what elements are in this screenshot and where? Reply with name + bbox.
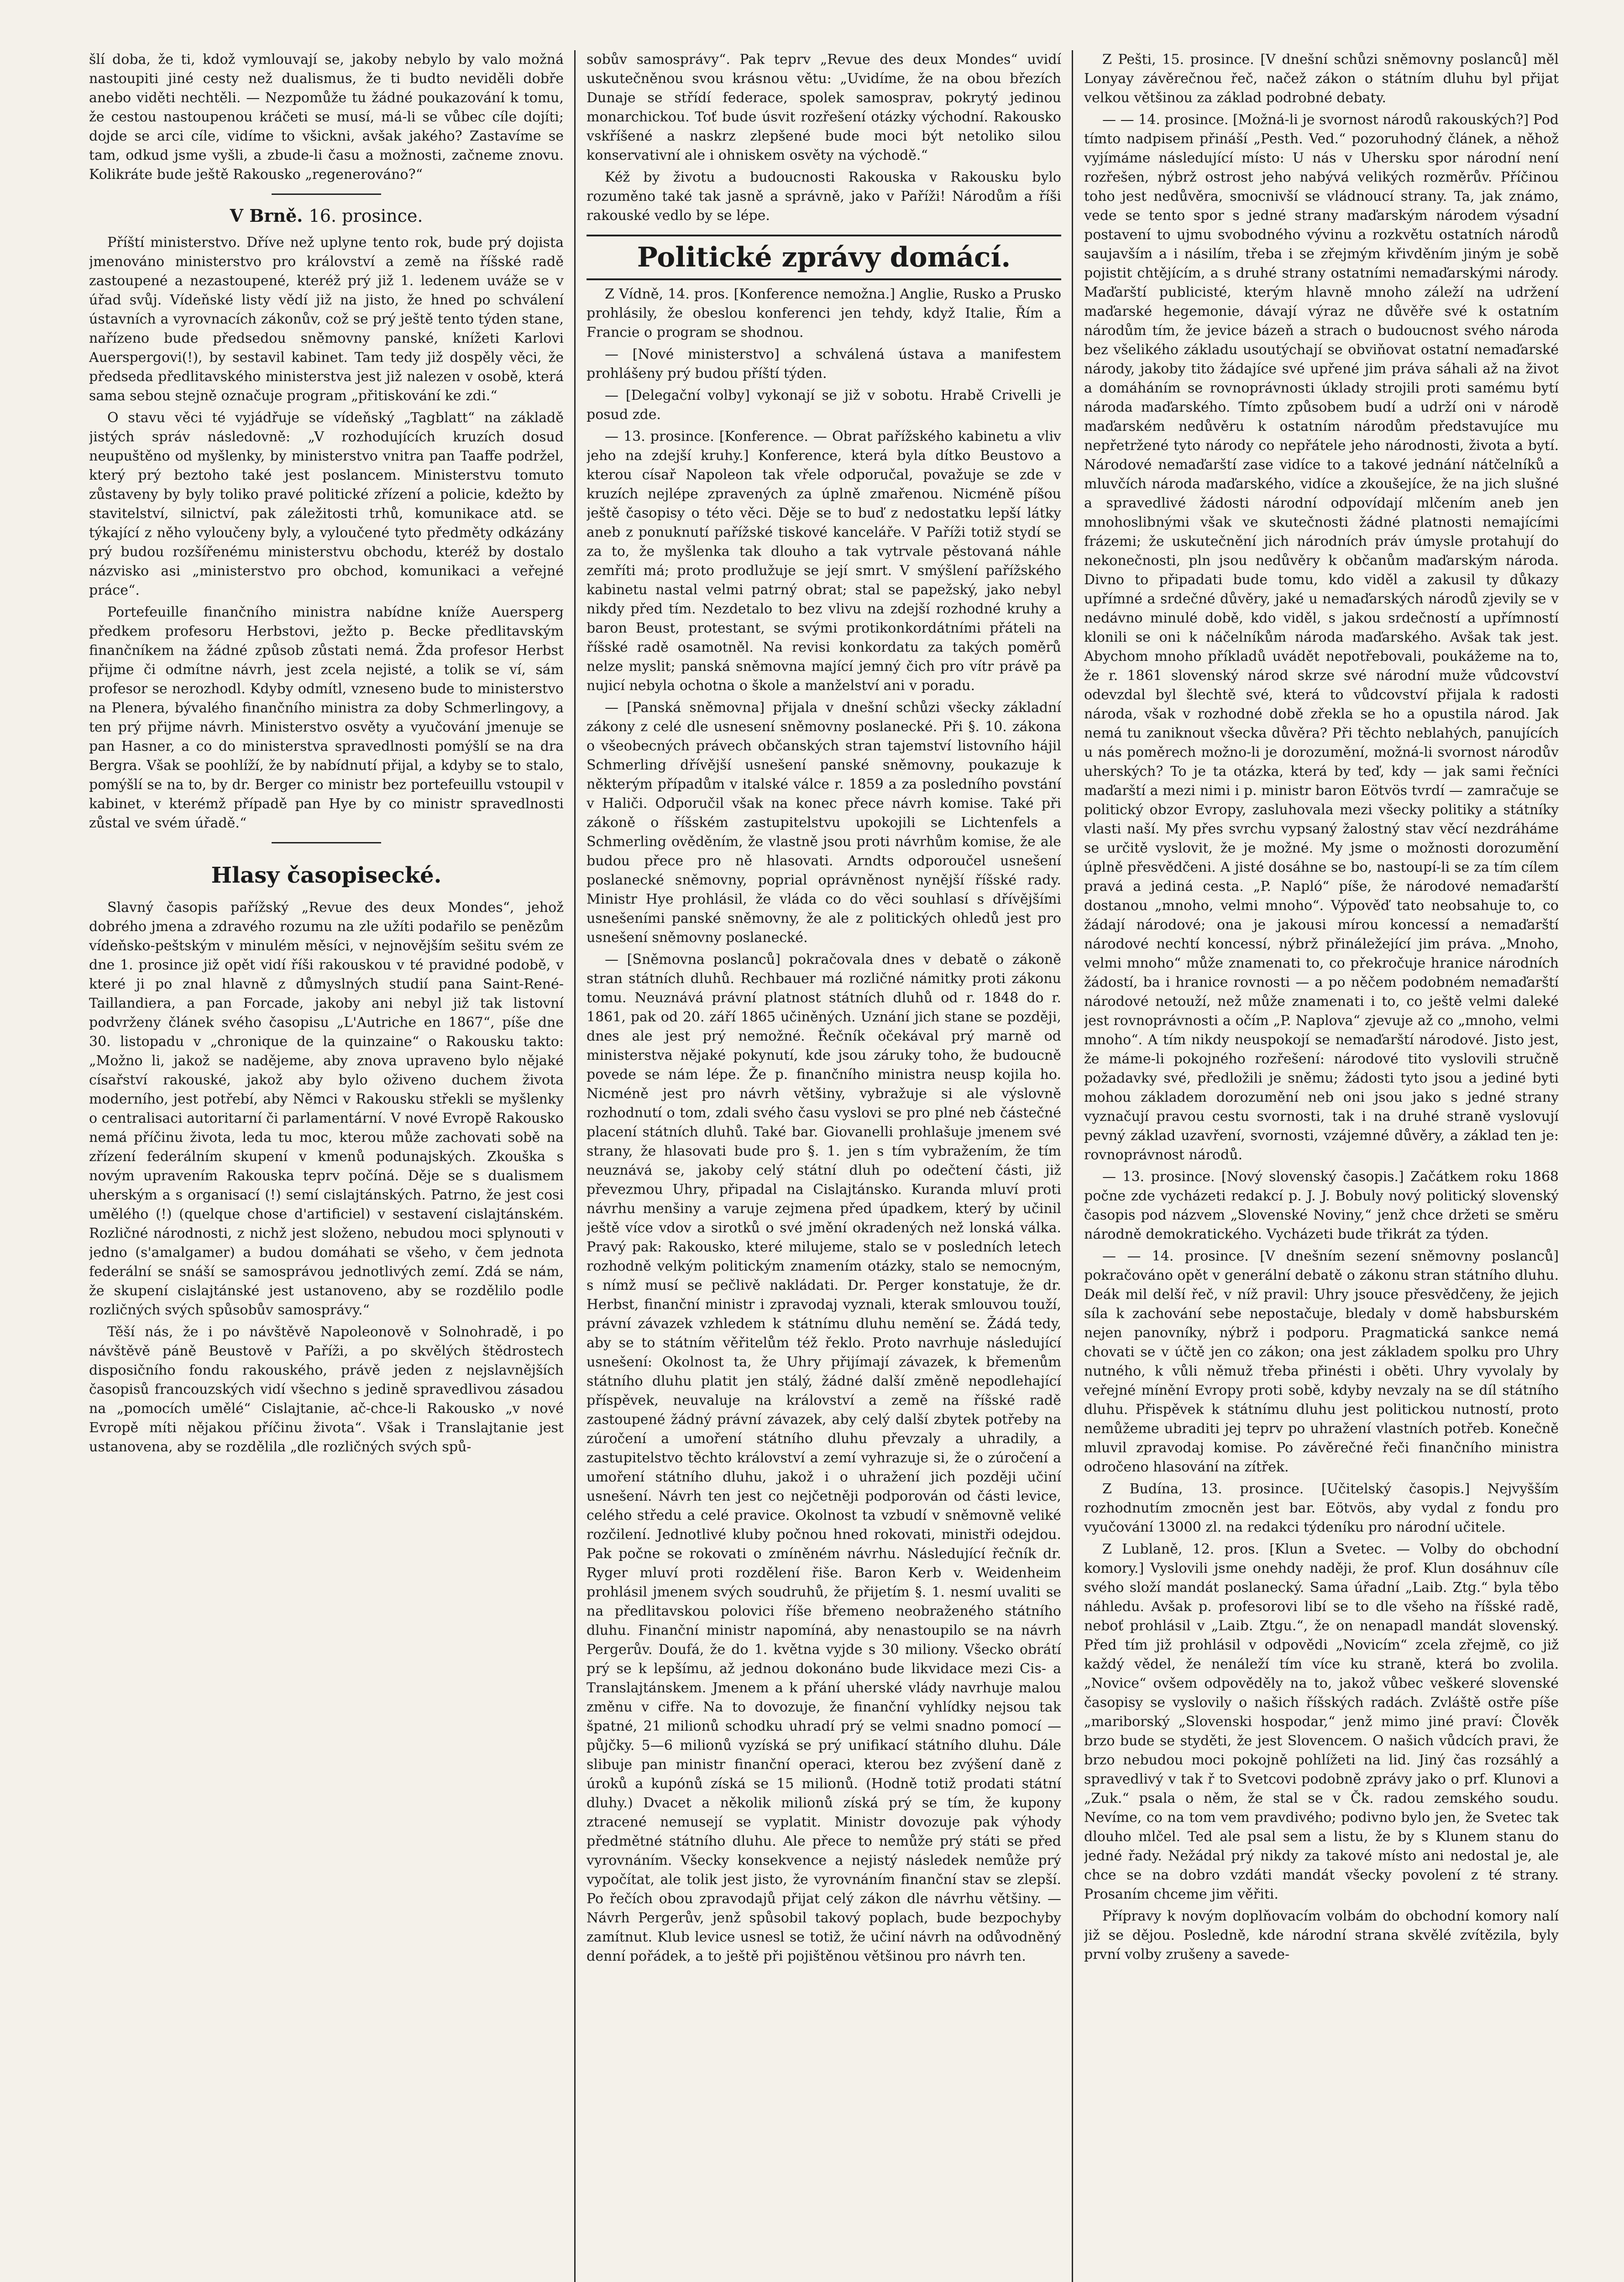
separator-rule bbox=[272, 842, 381, 843]
news-item: Z Vídně, 14. pros. [Konference nemožna.] Anglie, Rusko a Prusko prohlásily, že obeslou konferenci jen tehdy, když Italie, Řím a Francie o program se shodnou. bbox=[587, 286, 1061, 340]
news-item: — [Sněmovna poslanců] pokračovala dnes v debatě o zákoně stran státních dluhů. Rechbauer má rozličné námitky proti zákonu tomu. Neuznává právní platnost státních dluhů od r. 1848 do r. 1861, pak od 20. září 1865 učiněných. Uznání jich stane se později, dnes ale jest prý nemožné. Řečník očekával prý marně od ministerstva nějaké pokynutí, kde jsou záruky toho, že budoucně povede se nám lépe. Že p. finančního ministra neusp kojila ho. Nicméně jest pro návrh většiny, vybražuje si ale výslovně rozhodnutí o tom, zdali svého času vyslovi se pro plné neb částečné placení státních dluhů. Také bar. Giovanelli prohlašuje jmenem své strany, že hlasovati bude pro §. 1. jen s tím vybražením, že tím neuznává se, jakoby celý státní dluh po odečtení části, již převezmou Uhry, připadal na Cislajtánsko. Kuranda mluví proti návrhu menšiny a varuje zejmena před úpadkem, který by učinil ještě více vdov a sirotků o své jmění okradených než lonská válka. Pravý pak: Rakousko, které milujeme, stalo se v posledních letech rozhodně velkým politickým znamením otázky, stalo se nemocným, s nímž musí se pečlivě nakládati. Dr. Perger konstatuje, že dr. Herbst, finanční ministr i zpravodaj vyznali, kterak smlouvou touží, právní závazek vzhledem k státnímu dluhu nemění se. Žádá tedy, aby se to státním věřitelům též řeklo. Proto navrhuje následující usnešení: Okolnost ta, že Uhry přijímají závazek, k břemenům státního dluhu platit jen stálý, žádné další změně nepodlehající příspěvek, neuvaluje na království a země na říšské radě zastoupené žádný právní závazek, aby celý další zbytek potřeby na zúročení a umoření státního dluhu převzaly a uhradily, a zastupitelstvo těchto království a zemí vyhrazuje si, že o zúročení a umoření státního dluhu, jakož i o uhražení jich později učiní usnešení. Návrh ten jest co nejčetněji podporován od části levice, celého středu a celé pravice. Okolnost ta vzbudí v sněmovně veliké rozčilení. Jednotlivé kluby počnou hned rokovati, ministři odejdou. Pak počne se rokovati o zmíněném návrhu. Následující řečník dr. Ryger mluví proti rozdělení řiše. Baron Kerb v. Weidenheim prohlásil jmenem svých soudruhů, že přijetím §. 1. nesmí uvaliti se na předlitavskou polovici říše břemeno neobraženého státního dluhu. Finanční ministr napomíná, aby nenastoupilo se na návrh Pergerův. Doufá, že do 1. května vyjde s 30 miliony. Všecko obrátí prý se k lepšímu, až jednou dokonáno bude likvidace mezi Cis- a Translajtánskem. Jmenem a k přání uherské vlády navrhuje malou změnu v cifře. Na to dovozuje, že finanční vyhlídky nejsou tak špatné, 21 milionů schodku uhradí prý se velmi snadno pomocí — půjčky. 5—6 milionů vyzíská se prý unifikací státního dluhu. Dále slibuje pan ministr finanční operaci, kterou bez zvýšení daně z úroků a kupónů získá se 15 milionů. (Hodně totiž prodati státní dluhy.) Dvacet a několik milionů získá prý se tím, že kupony ztracené nemusejí se vyplatit. Ministr dovozuje pak výhody předmětné státního dluhu. Ale přece to nemůže prý státi se před vyrovnáním. Všecky konsekvence a nejistý následek nemůže prý vypočítat, ale tolik jest jisto, že vyrovnáním finanční stav se zlepší. Po řečích obou zpravodajů přijat celý zákon dle návrhu většiny. — Návrh Pergerův, jenž spůsobil takový poplach, bude bezpochyby zamítnut. Klub levice usnesl se totiž, že učiní návrh na odůvodněný denní pořádek, a to ještě při pojištěnou většinou pro návrh ten. bbox=[587, 952, 1061, 1964]
news-item: — [Delegační volby] vykonají se již v sobotu. Hrabě Crivelli je posud zde. bbox=[587, 387, 1061, 423]
article-paragraph: Portefeuille finančního ministra nabídne kníže Auersperg předkem profesoru Herbstovi, ježto p. Becke předlitavským finančníkem na žádné způsob zůstati nemá. Žda profesor Herbst přijme či odmítne návrh, jest zcela nejisté, a tolik se ví, sám profesor se nerozhodl. Kdyby odmítl, vzneseno bude to ministerstvo na Plenera, bývalého finančního ministra za doby Schmerlingovy, a ten prý přijme návrh. Ministerstvo osvěty a vyučování jmenuje se pan Hasner, a co do ministerstva spravedlnosti pomýšlí se na dra Bergra. Však se poohlíží, že by nabídnutí přijal, a kdyby se to stalo, pomýšlí se na to, by dr. Berger co ministr bez portefeuillu vstoupil v kabinet, v kterémž případě pan Hye by co ministr spravedlnosti zůstal ve svém úřadě.“ bbox=[89, 604, 564, 831]
column-right bbox=[1084, 50, 1559, 2282]
article-continuation: sobův samosprávy“. Pak teprv „Revue des deux Mondes“ uvidí uskutečněnou svou krásnou větu: „Uvidíme, že na obou březích Dunaje se střídí federace, spolek samosprav, pokrytý jedinou monarchickou. Toť bude úsvit rozřešení otázky východní. Rakousko vskříšené a naskrz zlepšené bude moci být netoliko silou konservativní ale i ohniskem osvěty na východě.“ bbox=[587, 52, 1061, 163]
column-left bbox=[89, 50, 564, 2282]
news-item: — — 14. prosince. [V dnešním sezení sněmovny poslanců] pokračováno opět v generální debatě o zákonu stran státního dluhu. Deák mil delší řeč, v níž pravil: Uhry jsouce přesvědčeny, že jejich síla k zachování sebe nepostačuje, bledaly v domě habsburském nejen panovníky, nýbrž i podporu. Pragmatická sankce nemá chovati se v účtě jen co zákon; ona jest základem spolku pro Uhry nutného, k vůli němuž třeba přinésti i oběti. Uhry vyvolaly by veřejné mínění Evropy proti sobě, kdyby nevzaly na se díl státního dluhu. Přispěvek k státnímu dluhu jest politickou nutností, proto nemůžeme ubraditi jej teprv po uhražení vlastních potřeb. Konečně mluvil zpravodaj komise. Po závěrečné řeči finančního ministra odročeno hlasování na zítřek. bbox=[1084, 1248, 1559, 1475]
news-item: Přípravy k novým doplňovacím volbám do obchodní komory nalí již se dějou. Posledně, kde národní strana skvělé zvítězila, byly první volby zrušeny a savede- bbox=[1084, 1908, 1559, 1963]
column-divider bbox=[574, 50, 576, 2282]
news-item: Z Lublaně, 12. pros. [Klun a Svetec. — Volby do obchodní komory.] Vyslovili jsme onehdy naději, že prof. Klun dosáhnuv cíle svého složí mandát poslanecký. Sama úřadní „Laib. Ztg.“ byla těbo náhledu. Avšak p. profesorovi libí se to dle všeho na říšské radě, neboť prohlásil v „Laib. Ztgu.“, že on nenapadl mandát slovenský. Před tím již prohlásil v odpovědi „Novicím“ zcela zřejmě, co již každý vědel, že nenáleží tím více ku straně, která bo zvolila. „Novice“ ovšem odpověděly na to, jakož vůbec veškeré slovenské časopisy se vyslovily o našich říšských radách. Zvláště ostře píše „mariborský „Slovenski hospodar,“ jenž mimo jiné praví: Člověk brzo bude se styděti, že jest Slovencem. O našich vůdcích pravi, že brzo nebudou moci pokojně pohlížeti na lid. Jiný čas rozsáhlý a spravedlivý v tak ř to Svetcovi podobně zprávy jako o prf. Klunovi a „Zuk.“ psala o něm, že stal se v Čk. radou zemského soudu. Nevíme, co na tom vem pravdivého; podivno bylo jen, že Svetec tak dlouho mlčel. Ted ale psal sem a listu, že by s Klunem stanu do jedné řady. Nežádal prý nikdy za takové místo ani nedostal je, ale chce se na dobro vzdáti mandát všecky povolení z té strany. Prosaním chceme jim věřiti. bbox=[1084, 1541, 1559, 1902]
dateline-date: 16. prosince. bbox=[309, 206, 423, 226]
news-item: — — 14. prosince. [Možná-li je svornost národů rakouských?] Pod tímto nadpisem přináší „Pesth. Ved.“ pozoruhodný článek, a něhož vyjímáme následující místo: U nás v Uhersku spor národní není rozřešen, nýbrž ostrost jeho nabývá velikých rozměrův. Příčinou toho jest nedůvěra, smocnivší se vládnoucí strany. Ta, jak známo, vede se tento spor s jedné strany maďarským národem výsadní postavení to ujmu svobodného vývinu a rozkvětu ostatních národů saujavším a i násilím, třeba i se zřejmým křivděním jiným je sobě pojistit chtějícím, a s druhé strany ostatními nemaďarskými národy. Maďarští publicisté, kterým hlavně mnoho záleží na udržení maďarské hegemonie, dávají výraz ne důvěře své k ostatním národům tím, že jevice bázeň a strach o budoucnost svého národa bez všelikého základu usoutýchají se obviňovat ostatní nemaďarské národy, jakoby tito žádajíce své upřené jim práva sáhali až na život a domáháním se rovnoprávnosti úklady strojili proti samému bytí národa maďarského. Tímto způsobem budí a udrží oni v národě maďarském nedůvěru k ostatním národům představujíce mu nepřetržené tyto národy co nepřátele jeho národnosti, života a bytí. Národové nemaďarští zase vidíce to a takové jednání nátčelníků a mluvčích národa maďarského, vidíce a zkoušejíce, že na jich slušné a spravedlivé žádosti národní odpovídají mlčením aneb jen mnohoslibnými však ve skutečnosti žádné platnosti nemajícími frázemi; že uskutečnění jich národních práv úmysle protahují do nekonečnosti, pln jsou nedůvěry k občanům maďarským národa. Divno to připadati bude tomu, kdo viděl a zakusil ty důkazy upřímné a srdečné důvěry, jaké u nemaďarských národů zjevily se v nedávno minulé době, kdo viděl, s jakou srdečností a upřímností klonili se oni k náčelníkům národa maďarského. Avšak tak jest. Abychom mnoho příkladů uvádět nepotřebovali, poukážeme na to, že r. 1861 slovenský národ skrze své národní muže vůdcovství odevzdal byl šlechtě své, která to vůdcovství přijala k radosti národa, však v rozhodné době zřekla se ho a opustila národ. Jak nemá tu zaniknout všecka důvěra? Při těchto neblahých, panujících u nás poměrech možno-li je dorozumění, možná-li svornost národův uherských? To je ta otázka, která by teď, kdy — jak sami řečníci maďarští a mezi nimi i p. ministr baron Eötvös tvrdí — zamračuje se politický obzor Evropy, zasluhovala mezi všecky politiky a státníky vlasti naší. My přes svrchu vypsaný žalostný stav věcí nezdráháme se určitě vyslovit, že je možné. My jsme o možnosti dorozumění úplně přesvědčeni. A jisté dosáhne se bo, nastoupí-li se za tím cílem pravá a jediná cesta. „P. Napló“ píše, že národové nemaďarští dostanou „mnoho, velmi mnoho“. Výpověď tato neobsahuje to, co žádají národové; ona je jakousi mírou koncessí a nemaďarští národové nechtí koncessí, nýbrž přináležející jim práva. „Mnoho, velmi mnoho“ může znamenati to, co překročuje hranice národních žádostí, ba i hranice rovnosti — a po něčem podobném nemaďarští národové netouží, než může znamenati i to, co ještě velmi daleké jest rovnoprávnosti a očím „P. Naplova“ zjevuje až co „mnoho, velmi mnoho“. A tím nikdy neuspokojí se nemaďarští národové. Jisto jest, že máme-li pokojného rozřešení: národové tito vyslovili stručně požadavky své, předložili je sněmu; žádosti tyto jsou a jediné byti mohou základem dorozumění neb oni jsou jako s jedné strany vyznačují pravou cestu svornosti, tak i na druhé straně vyslovují pevný základ uzavření, svornosti, vzájemné důvěry, a základ ten je: rovnoprávnost národů. bbox=[1084, 112, 1559, 1163]
article-paragraph: Kéž by životu a budoucnosti Rakouska v Rakousku bylo rozuměno také tak jasně a správně, jako v Paříži! Národům a říši rakouské vedlo by se lépe. bbox=[587, 169, 1061, 224]
news-item: — [Nové ministerstvo] a schválená ústava a manifestem prohlášeny prý budou příští týden. bbox=[587, 346, 1061, 382]
news-item: — [Panská sněmovna] přijala v dnešní schůzi všecky základní zákony z celé dle usnesení sněmovny poslanecké. Při §. 10. zákona o všeobecných právech občanských stran tajemství listovního hájil Schmerling dřívější usnešení panské sněmovny, poukazuje k některým případům v italské válce r. 1859 a za posledního povstání v Haliči. Odporučil však na konec přece návrh komise. Také při zákoně o říšském zastupitelstvu upokojili se Lichtenfels a Schmerling ověděním, že vlastně jsou proti návrhům komise, že ale budou přece pro ně hlasovati. Arndts odporoučel usnešení poslanecké sněmovny, poprial oprávněnost nynější říšské rady. Ministr Hye prohlásil, že vláda co do věci souhlasí s dřívějšími usnešeními panské sněmovny, že ale z politických ohledů jest pro usnešení sněmovny poslanecké. bbox=[587, 700, 1061, 946]
news-item: — 13. prosince. [Konference. — Obrat pařížského kabinetu a vliv jeho na zdejší kruhy.] Konference, která byla dítko Beustovo a kterou císař Napoleon tak vřele odporučal, považuje se zde v kruzích nejlépe zpravených za úplně zmařenou. Nicméně píšou ještě časopisy o této věci. Děje se to buď z nedostatku lepší látky aneb z ponuknutí pařížské tiskové kanceláře. V Paříži totiž stydí se za to, že myšlenka tak dlouho a tak vytrvale pěstovaná náhle zemříti má; proto prodlužuje se její smrt. V smýšlení pařížského kabinetu nastal velmi patrný obrat; stal se papežský, jako nebyl nikdy před tím. Nezdetalo to bez vlivu na zdejší rozhodné kruhy a baron Beust, protestant, se svými protikonkordátními přáteli na říšské radě osamotněl. Na revisi konkordatu za takých poměrů nelze myslit; panská sněmovna mající jemný čich pro vítr právě pa nujicí nebyla ochotna o škole a manželství ani v poradu. bbox=[587, 429, 1061, 694]
article-paragraph: Těší nás, že i po návštěvě Napoleonově v Solnohradě, i po návštěvě páně Beustově v Paříži, a po skvělých štědrostech disposičního fondu rakouského, právě jeden z nejslavnějších časopisů francouzských vidí všechno s jedině spravedlivou zásadou na „pomocích umělé“ Cislajtanie, ač-chce-li Rakousko „v nové Evropě míti nějakou příčinu života“. Však i Translajtanie jest ustanovena, aby se rozdělila „dle rozličných svých spů- bbox=[89, 1324, 564, 1455]
article-paragraph: O stavu věci té vyjádřuje se vídeňský „Tagblatt“ na základě jistých správ následovně: „V rozhodujících kruzích dosud neupuštěno od myšlenky, by ministerstvo vnitra pan Taaffe podržel, který prý beztoho také jest poslancem. Ministerstvu tomuto zůstaveny by byly toliko pravé politické zřízení a policie, kdežto by stavitelství, silnictví, pak záležitosti trhů, komunikace atd. se týkající z něho vyloučeny byly, a vyloučené tyto předměty odkázány prý budou rozšířenému ministerstvu obchodu, kteréž by dostalo názvisko asi „ministerstvo pro obchod, komunikaci a veřejné práce“. bbox=[89, 410, 564, 598]
separator-rule bbox=[272, 194, 381, 195]
news-item: — 13. prosince. [Nový slovenský časopis.] Začátkem roku 1868 počne zde vycházeti redakcí p. J. J. Bobuly nový politický slovenský časopis pod názvem „Slovenské Noviny,“ jenž chce držeti se směru národně demokratického. Vycházeti bude třikrát za týden. bbox=[1084, 1169, 1559, 1242]
article-paragraph: Příští ministerstvo. Dříve než uplyne tento rok, bude prý dojista jmenováno ministerstvo pro království a země na říšské radě zastoupené a nezastoupené, kteréž prý již 1. ledenem uváže se v úřad svůj. Vídeňské listy vědí již na jisto, že hned po schválení ústavních a vyrovnacích zákonův, což se prý ještě tento týden stane, nařízeno bude předsedou sněmovny panské, knížeti Karlovi Auerspergovi(!), by sestavil kabinet. Tam tedy již dospěly věci, že předseda předlitavského ministerstva jest již nalezen v osobě, která sama sebou stejně označuje program „přitiskování ke zdi.“ bbox=[89, 235, 564, 404]
section-heading-box bbox=[587, 235, 1061, 280]
article-continuation: šlí doba, že ti, kdož vymlouvají se, jakoby nebylo by valo možná nastoupiti jiné cesty než dualismus, že ti budto neviděli dobře anebo viděti nechtěli. — Nezpomůže tu žádné poukazování k tomu, že cestou nastoupenou kráčeti se musí, má-li se vůbec cíle dojíti; dojde se arci cíle, vidíme to všickni, avšak jakého? Zastavíme se tam, odkud jsme vyšli, a zbude-li času a možnosti, začneme znovu. Kolikráte bude ještě Rakousko „regenerováno?“ bbox=[89, 52, 564, 183]
column-middle bbox=[587, 50, 1061, 2282]
column-divider bbox=[1072, 50, 1073, 2282]
news-item: Z Pešti, 15. prosince. [V dnešní schůzi sněmovny poslanců] měl Lonyay závěrečnou řeč, načež zákon o státním dluhu byl přijat velkou většinou za základ podrobné debaty. bbox=[1084, 52, 1559, 106]
section-heading: Politické zprávy domácí. bbox=[637, 241, 1011, 273]
dateline bbox=[89, 203, 564, 229]
article-paragraph: Slavný časopis pařížský „Revue des deux Mondes“, jehož dobrého jmena a zdravého rozumu na zle užíti podařilo se penězům vídeňsko-peštským v minulém měsíci, v nejnovějším sešitu svém ze dne 1. prosince již opět vidí říši rakouskou v té pravidné podobě, v které ji po znal hlavně z důmyslných studií pana Saint-René-Taillandiera, a pan Forcade, jakoby ani nebyl již tak listovní podvrženy článek svého časopisu „L'Autriche en 1867“, píše dne 30. listopadu v „chronique de la quinzaine“ o Rakousku takto: „Možno li, jakož se nadějeme, aby znova upraveno bylo nějaké císařství rakouské, jakož aby bylo oživeno duchem života moderního, jest potřebí, aby Němci v Rakousku střekli se myšlenky o centralisaci autoritarní či parlamentární. V nové Evropě Rakousko nemá příčinu života, leda tu moc, kterou může zachovati sobě na zřízení federálním skupení v kmenů podunajských. Zkouška s novým upravením Rakouska teprv počíná. Děje se s dualismem uherským a s organisací (!) semí cislajtánských. Patrno, že jest cosi umělého (!) (quelque chose d'artificiel) v sestavení cislajtánském. Rozličné národnosti, z nichž jest složeno, nebudou moci splynouti v jedno (s'amalgamer) a budou domáhati se všeho, v čem jednota federální se snáší se samosprávou jednotlivých zemí. Zdá se nám, že skupení cislajtánské jest ustanoveno, aby se rozdělilo podle rozličných svých spůsobův samosprávy.“ bbox=[89, 900, 564, 1318]
section-heading: Hlasy časopisecké. bbox=[211, 863, 442, 888]
dateline-place: V Brně. bbox=[230, 205, 303, 226]
news-item: Z Budína, 13. prosince. [Učitelský časopis.] Nejvyšším rozhodnutím zmocněn jest bar. Eötvös, aby vydal z fondu pro vyučování 13000 zl. na redakci týdeníku pro národní učitele. bbox=[1084, 1481, 1559, 1535]
